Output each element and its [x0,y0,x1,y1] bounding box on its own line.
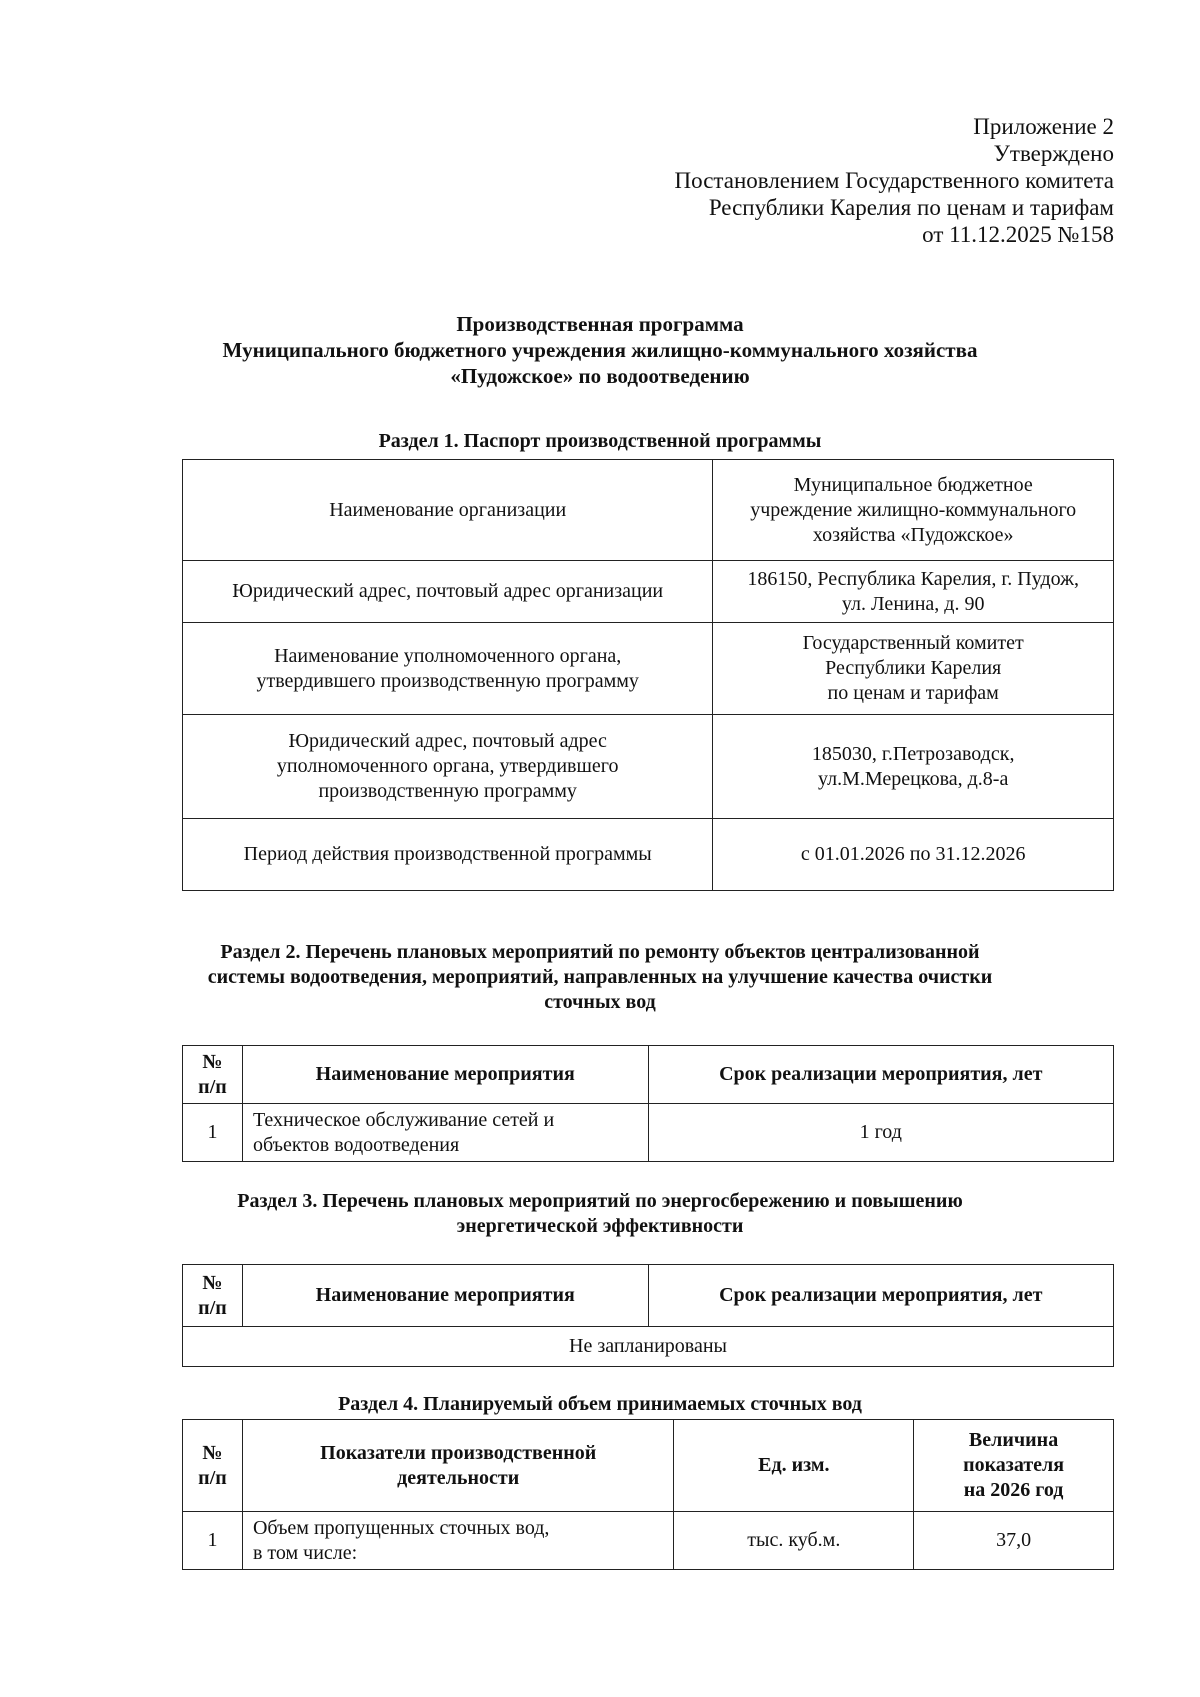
table-row [183,1104,1114,1162]
table-row [183,623,1114,715]
passport-value-line: 185030, г.Петрозаводск, [811,742,1015,765]
table-row [183,460,1114,561]
passport-value-line: 186150, Республика Карелия, г. Пудож, [747,567,1079,590]
passport-label-line: уполномоченного органа, утвердившего [276,755,619,777]
approval-authority-line1: Постановлением Государственного комитета [674,168,1114,193]
num-symbol: № [202,1050,223,1073]
section4-indicator-header [242,1420,674,1512]
section4-row-indicator-line-2: в том числе: [252,1541,358,1564]
passport-label-line: Юридический адрес, почтовый адрес [288,730,607,752]
passport-value-line: по ценам и тарифам [827,682,999,704]
passport-value-cell [713,460,1114,561]
section3-table [182,1264,1114,1367]
passport-value-line: с 01.01.2026 по 31.12.2026 [800,843,1026,865]
section3-title [160,1189,1040,1239]
passport-table [182,459,1114,891]
section2-title-line-1: Раздел 2. Перечень плановых мероприятий по ремонту объектов централизованной [220,941,980,963]
passport-label-cell [183,715,713,819]
section4-row-value: 37,0 [914,1512,1114,1570]
table-row [183,561,1114,623]
value-header-line-3: на 2026 год [963,1479,1064,1501]
passport-value-line: ул.М.Мерецкова, д.8-а [818,767,1009,790]
passport-label-line: утвердившего производственную программу [256,669,639,692]
section3-header-row [183,1265,1114,1327]
approval-authority-line2: Республики Карелия по ценам и тарифам [708,195,1114,220]
section4-header-row [183,1420,1114,1512]
section4-row-num: 1 [183,1512,243,1570]
section2-title-line-3: сточных вод [544,991,656,1013]
section2-title-line-2: системы водоотведения, мероприятий, направленных на улучшение качества очистки [207,966,993,988]
appendix-label: Приложение 2 [973,114,1114,139]
section2-term-header: Срок реализации мероприятия, лет [648,1046,1113,1104]
title-line-3: «Пудожское» по водоотведению [450,364,750,388]
section4-row-indicator-line-1: Объем пропущенных сточных вод, [252,1516,550,1539]
section3-name-header: Наименование мероприятия [242,1265,648,1327]
section1-title: Раздел 1. Паспорт производственной программы [378,430,822,452]
section2-header-row [183,1046,1114,1104]
passport-label-cell [183,561,713,623]
section2-name-header: Наименование мероприятия [242,1046,648,1104]
passport-value-line: Республики Карелия [825,657,1002,679]
passport-label-line: Период действия производственной программы [243,843,652,865]
indicator-header-line-1: Показатели производственной [320,1441,597,1464]
table-row [183,1327,1114,1367]
passport-value-line: учреждение жилищно-коммунального [750,498,1077,521]
section3-num-header [183,1265,243,1327]
approval-date: от 11.12.2025 №158 [922,222,1114,247]
num-abbr: п/п [198,1075,227,1098]
title-line-1: Производственная программа [456,312,744,336]
section2-row-term: 1 год [648,1104,1113,1162]
passport-value-cell [713,623,1114,715]
section4-row-unit: тыс. куб.м. [674,1512,914,1570]
document-title [120,311,1080,389]
passport-table-body [183,460,1114,891]
section4-title: Раздел 4. Планируемый объем принимаемых сточных вод [338,1393,862,1415]
section4-table [182,1419,1114,1570]
passport-value-line: Государственный комитет [802,632,1024,654]
num-symbol: № [202,1271,223,1294]
value-header-line-2: показателя [963,1454,1065,1476]
table-row [183,819,1114,891]
passport-label-cell [183,623,713,715]
section3-title-line-1: Раздел 3. Перечень плановых мероприятий по энергосбережению и повышению [237,1190,963,1212]
section3-term-header: Срок реализации мероприятия, лет [648,1265,1113,1327]
table-row [183,1512,1114,1570]
value-header-line-1: Величина [968,1429,1059,1451]
approved-label: Утверждено [993,141,1114,166]
num-symbol: № [202,1441,223,1464]
section3-title-line-2: энергетической эффективности [456,1215,744,1237]
section2-row-name-line-2: объектов водоотведения [252,1133,460,1156]
passport-label-line: Наименование уполномоченного органа, [274,644,622,667]
passport-label-line: Юридический адрес, почтовый адрес организации [232,580,664,602]
passport-value-line: Муниципальное бюджетное [793,473,1033,496]
table-row [183,715,1114,819]
passport-value-cell [713,561,1114,623]
title-line-2: Муниципального бюджетного учреждения жилищно-коммунального хозяйства [222,338,978,362]
section2-num-header [183,1046,243,1104]
section4-unit-header: Ед. изм. [674,1420,914,1512]
passport-label-line: Наименование организации [329,498,567,521]
section2-table [182,1045,1114,1162]
section2-title [160,940,1040,1015]
section4-num-header [183,1420,243,1512]
section2-row-num: 1 [183,1104,243,1162]
approval-block [675,113,1114,248]
section2-row-name [242,1104,648,1162]
num-abbr: п/п [198,1296,227,1319]
passport-value-line: хозяйства «Пудожское» [812,523,1014,546]
passport-label-cell [183,819,713,891]
section2-row-name-line-1: Техническое обслуживание сетей и [252,1108,555,1131]
section4-value-header [914,1420,1114,1512]
section3-empty-row: Не запланированы [183,1327,1114,1367]
indicator-header-line-2: деятельности [397,1466,520,1489]
passport-label-line: производственную программу [318,780,577,802]
passport-value-line: ул. Ленина, д. 90 [841,592,985,615]
passport-value-cell [713,715,1114,819]
passport-label-cell [183,460,713,561]
section4-row-indicator [242,1512,674,1570]
num-abbr: п/п [198,1466,227,1489]
passport-value-cell [713,819,1114,891]
